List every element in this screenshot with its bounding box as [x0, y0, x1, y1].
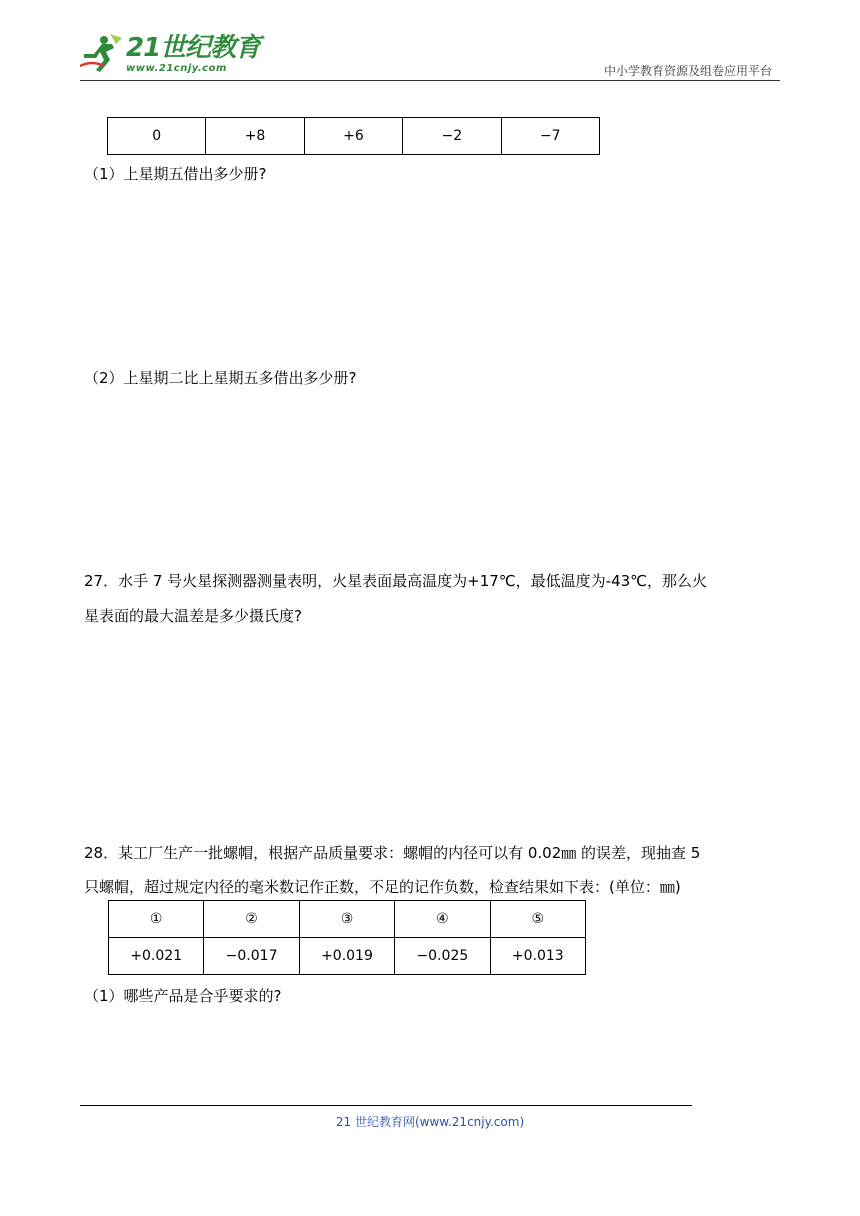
borrow-change-table — [107, 117, 600, 155]
runner-logo-icon — [80, 32, 124, 74]
logo-brand-text: 21世纪教育 — [126, 33, 261, 63]
table-cell: −7 — [501, 118, 599, 155]
table-cell: +6 — [304, 118, 402, 155]
site-logo — [80, 30, 261, 78]
table-row — [109, 938, 586, 975]
header-divider — [80, 80, 780, 81]
table-header-cell: ② — [204, 901, 299, 938]
table-header-cell: ① — [109, 901, 204, 938]
footer-link[interactable]: 21 世纪教育网(www.21cnjy.com) — [335, 1115, 525, 1129]
nut-inspection-table — [108, 900, 586, 975]
logo-url-text: www.21cnjy.com — [126, 63, 227, 74]
footer-divider — [80, 1105, 692, 1106]
table-header-row — [109, 901, 586, 938]
table-cell: +0.019 — [299, 938, 394, 975]
table-cell: −2 — [403, 118, 501, 155]
table-cell: +0.013 — [490, 938, 585, 975]
table-row — [108, 118, 600, 155]
table-cell: +0.021 — [109, 938, 204, 975]
table-header-cell: ④ — [395, 901, 490, 938]
q26-part1: （1）上星期五借出多少册? — [84, 165, 267, 183]
table-header-cell: ⑤ — [490, 901, 585, 938]
q26-part2: （2）上星期二比上星期五多借出多少册? — [84, 369, 357, 387]
table-cell: 0 — [108, 118, 206, 155]
table-header-cell: ③ — [299, 901, 394, 938]
table-cell: −0.017 — [204, 938, 299, 975]
q27-line2: 星表面的最大温差是多少摄氏度? — [84, 607, 302, 625]
q27-line1: 27．水手 7 号火星探测器测量表明，火星表面最高温度为+17℃，最低温度为-43℃，那么火 — [84, 572, 708, 590]
table-cell: +8 — [206, 118, 304, 155]
table-cell: −0.025 — [395, 938, 490, 975]
header-platform-title: 中小学教育资源及组卷应用平台 — [603, 64, 772, 78]
q28-line1: 28．某工厂生产一批螺帽，根据产品质量要求：螺帽的内径可以有 0.02㎜ 的误差，现抽查 5 — [84, 844, 701, 862]
q28-line2: 只螺帽，超过规定内径的毫米数记作正数，不足的记作负数，检查结果如下表：(单位：㎜) — [84, 878, 681, 896]
q28-part1: （1）哪些产品是合乎要求的? — [84, 987, 282, 1005]
